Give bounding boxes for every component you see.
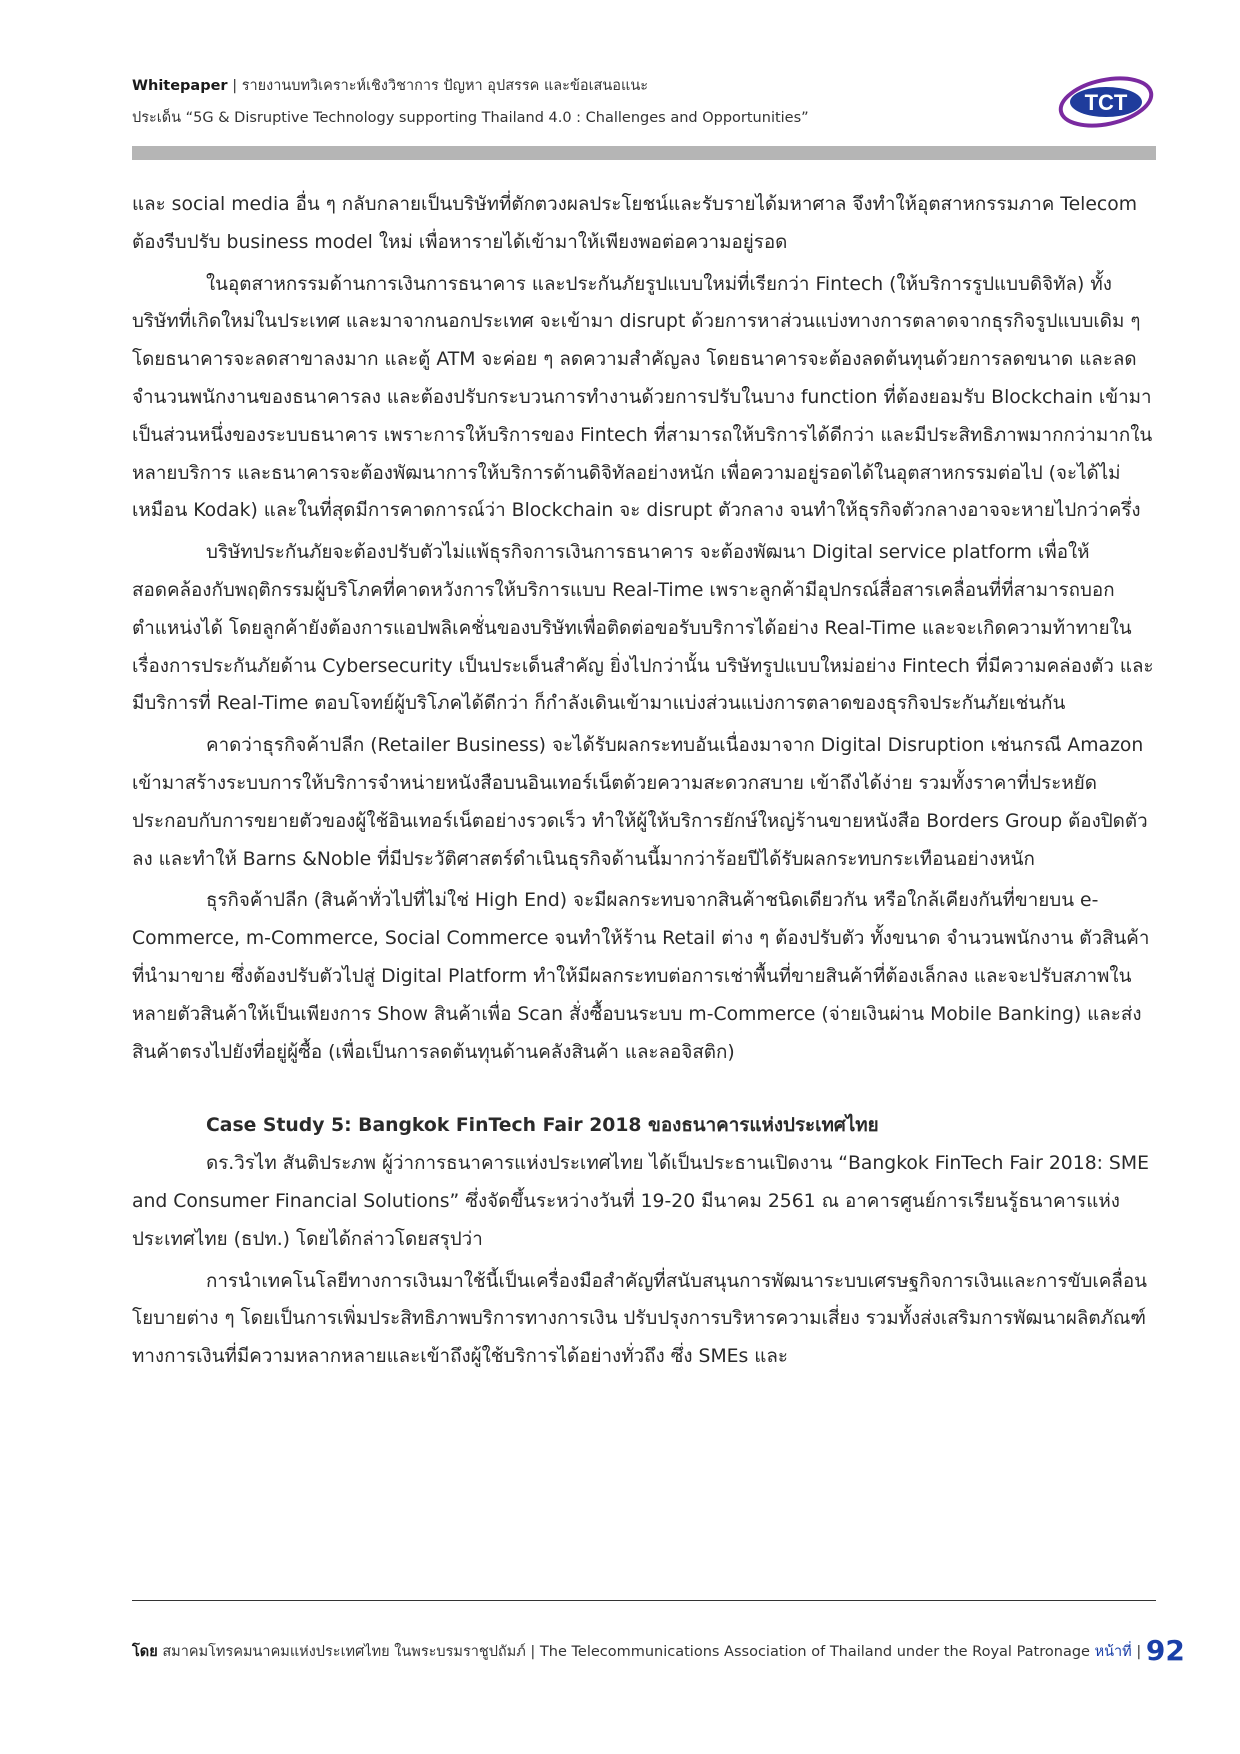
header-topic: ประเด็น “5G & Disruptive Technology supporting Thailand 4.0 : Challenges and Opportunities” xyxy=(132,110,809,126)
case-paragraph-2: การนำเทคโนโลยีทางการเงินมาใช้นี้เป็นเครื่องมือสำคัญที่สนับสนุนการพัฒนาระบบเศรษฐกิจการเงินและการขับเคลื่อนโยบายต่าง ๆ โดยเป็นการเพิ่มประสิทธิภาพบริการทางการเงิน ปรับปรุงการบริหารความเสี่ยง รวมทั้งส่งเสริมการพัฒนาผลิตภัณฑ์ทางการเงินที่มีความหลากหลายและเข้าถึงผู้ใช้บริการได้อย่างทั่วถึง ซึ่ง SMEs และ xyxy=(132,1270,1147,1368)
body-paragraph-3: บริษัทประกันภัยจะต้องปรับตัวไม่แพ้ธุรกิจการเงินการธนาคาร จะต้องพัฒนา Digital service platform เพื่อให้สอดคล้องกับพฤติกรรมผู้บริโภคที่คาดหวังการให้บริการแบบ Real-Time เพราะลูกค้ามีอุปกรณ์สื่อสารเคลื่อนที่ที่สามารถบอกตำแหน่งได้ โดยลูกค้ายังต้องการแอปพลิเคชั่นของบริษัทเพื่อติดต่อขอรับบริการได้อย่าง Real-Time และจะเกิดความท้าทายในเรื่องการประกันภัยด้าน Cybersecurity เป็นประเด็นสำคัญ ยิ่งไปกว่านั้น บริษัทรูปแบบใหม่อย่าง Fintech ที่มีความคล่องตัว และมีบริการที่ Real-Time ตอบโจทย์ผู้บริโภคได้ดีกว่า ก็กำลังเดินเข้ามาแบ่งส่วนแบ่งการตลาดของธุรกิจประกันภัยเช่นกัน xyxy=(132,542,1154,715)
page-footer: โดย สมาคมโทรคมนาคมแห่งประเทศไทย ในพระบรมราชูปถัมภ์ | The Telecommunications Association of Thailand under the Royal Patronage หน้าที่ | 92 xyxy=(132,1634,1185,1667)
logo-text: TCT xyxy=(1084,90,1128,115)
header-title-line: Whitepaper | รายงานบทวิเคราะห์เชิงวิชาการ ปัญหา อุปสรรค และข้อเสนอแนะ xyxy=(132,78,649,94)
page-header xyxy=(132,74,1132,130)
body-paragraph-5: ธุรกิจค้าปลีก (สินค้าทั่วไปที่ไม่ใช่ High End) จะมีผลกระทบจากสินค้าชนิดเดียวกัน หรือใกล้เคียงกันที่ขายบน e-Commerce, m-Commerce, Social Commerce จนทำให้ร้าน Retail ต่าง ๆ ต้องปรับตัว ทั้งขนาด จำนวนพนักงาน ตัวสินค้าที่นำมาขาย ซึ่งต้องปรับตัวไปสู่ Digital Platform ทำให้มีผลกระทบต่อการเช่าพื้นที่ขายสินค้าที่ต้องเล็กลง และจะปรับสภาพในหลายตัวสินค้าให้เป็นเพียงการ Show สินค้าเพื่อ Scan สั่งซื้อบนระบบ m-Commerce (จ่ายเงินผ่าน Mobile Banking) และส่งสินค้าตรงไปยังที่อยู่ผู้ซื้อ (เพื่อเป็นการลดต้นทุนด้านคลังสินค้า และลอจิสติก) xyxy=(132,890,1150,1063)
body-paragraph-4: คาดว่าธุรกิจค้าปลีก (Retailer Business) จะได้รับผลกระทบอันเนื่องมาจาก Digital Disruption เช่นกรณี Amazon เข้ามาสร้างระบบการให้บริการจำหน่ายหนังสือบนอินเทอร์เน็ตด้วยความสะดวกสบาย เข้าถึงได้ง่าย รวมทั้งราคาที่ประหยัด ประกอบกับการขยายตัวของผู้ใช้อินเทอร์เน็ตอย่างรวดเร็ว ทำให้ผู้ให้บริการยักษ์ใหญ่ร้านขายหนังสือ Borders Group ต้องปิดตัวลง และทำให้ Barns &Noble ที่มีประวัติศาสตร์ดำเนินธุรกิจด้านนี้มากว่าร้อยปีได้รับผลกระทบกระเทือนอย่างหนัก xyxy=(132,735,1148,870)
footer-by-label: โดย xyxy=(132,1644,158,1660)
brand-label: Whitepaper xyxy=(132,78,228,94)
footer-org-thai: สมาคมโทรคมนาคมแห่งประเทศไทย ในพระบรมราชูปถัมภ์ xyxy=(162,1644,526,1660)
main-content xyxy=(132,186,1156,1380)
case-study-title: Case Study 5: Bangkok FinTech Fair 2018 ของธนาคารแห่งประเทศไทย xyxy=(206,1115,879,1137)
body-paragraph-2: ในอุตสาหกรรมด้านการเงินการธนาคาร และประกันภัยรูปแบบใหม่ที่เรียกว่า Fintech (ให้บริการรูปแบบดิจิทัล) ทั้งบริษัทที่เกิดใหม่ในประเทศ และมาจากนอกประเทศ จะเข้ามา disrupt ด้วยการหาส่วนแบ่งทางการตลาดจากธุรกิจรูปแบบเดิม ๆ โดยธนาคารจะลดสาขาลงมาก และตู้ ATM จะค่อย ๆ ลดความสำคัญลง โดยธนาคารจะต้องลดต้นทุนด้วยการลดขนาด และลดจำนวนพนักงานของธนาคารลง และต้องปรับกระบวนการทำงานด้วยการปรับในบาง function ที่ต้องยอมรับ Blockchain เข้ามาเป็นส่วนหนึ่งของระบบธนาคาร เพราะการให้บริการของ Fintech ที่สามารถให้บริการได้ดีกว่า และมีประสิทธิภาพมากกว่ามากในหลายบริการ และธนาคารจะต้องพัฒนาการให้บริการด้านดิจิทัลอย่างหนัก เพื่อความอยู่รอดได้ในอุตสาหกรรมต่อไป (จะได้ไม่เหมือน Kodak) และในที่สุดมีการคาดการณ์ว่า Blockchain จะ disrupt ตัวกลาง จนทำให้ธุรกิจตัวกลางอาจจะหายไปกว่าครึ่ง xyxy=(132,273,1153,522)
page-label: หน้าที่ xyxy=(1094,1644,1132,1660)
tct-logo xyxy=(1056,74,1156,130)
footer-org-english: The Telecommunications Association of Thailand under the Royal Patronage xyxy=(539,1644,1090,1660)
body-paragraph-1: และ social media อื่น ๆ กลับกลายเป็นบริษัทที่ตักตวงผลประโยชน์และรับรายได้มหาศาล จึงทำให้อุตสาหกรรมภาค Telecom ต้องรีบปรับ business model ใหม่ เพื่อหารายได้เข้ามาให้เพียงพอต่อความอยู่รอด xyxy=(132,194,1138,253)
header-divider-bar xyxy=(132,146,1156,160)
footer-divider xyxy=(132,1600,1156,1601)
report-title: รายงานบทวิเคราะห์เชิงวิชาการ ปัญหา อุปสรรค และข้อเสนอแนะ xyxy=(241,78,649,94)
page-number: 92 xyxy=(1145,1634,1185,1667)
case-paragraph-1: ดร.วิรไท สันติประภพ ผู้ว่าการธนาคารแห่งประเทศไทย ได้เป็นประธานเปิดงาน “Bangkok FinTech Fair 2018: SME and Consumer Financial Solutions” ซึ่งจัดขึ้นระหว่างวันที่ 19-20 มีนาคม 2561 ณ อาคารศูนย์การเรียนรู้ธนาคารแห่งประเทศไทย (ธปท.) โดยได้กล่าวโดยสรุปว่า xyxy=(132,1153,1149,1250)
